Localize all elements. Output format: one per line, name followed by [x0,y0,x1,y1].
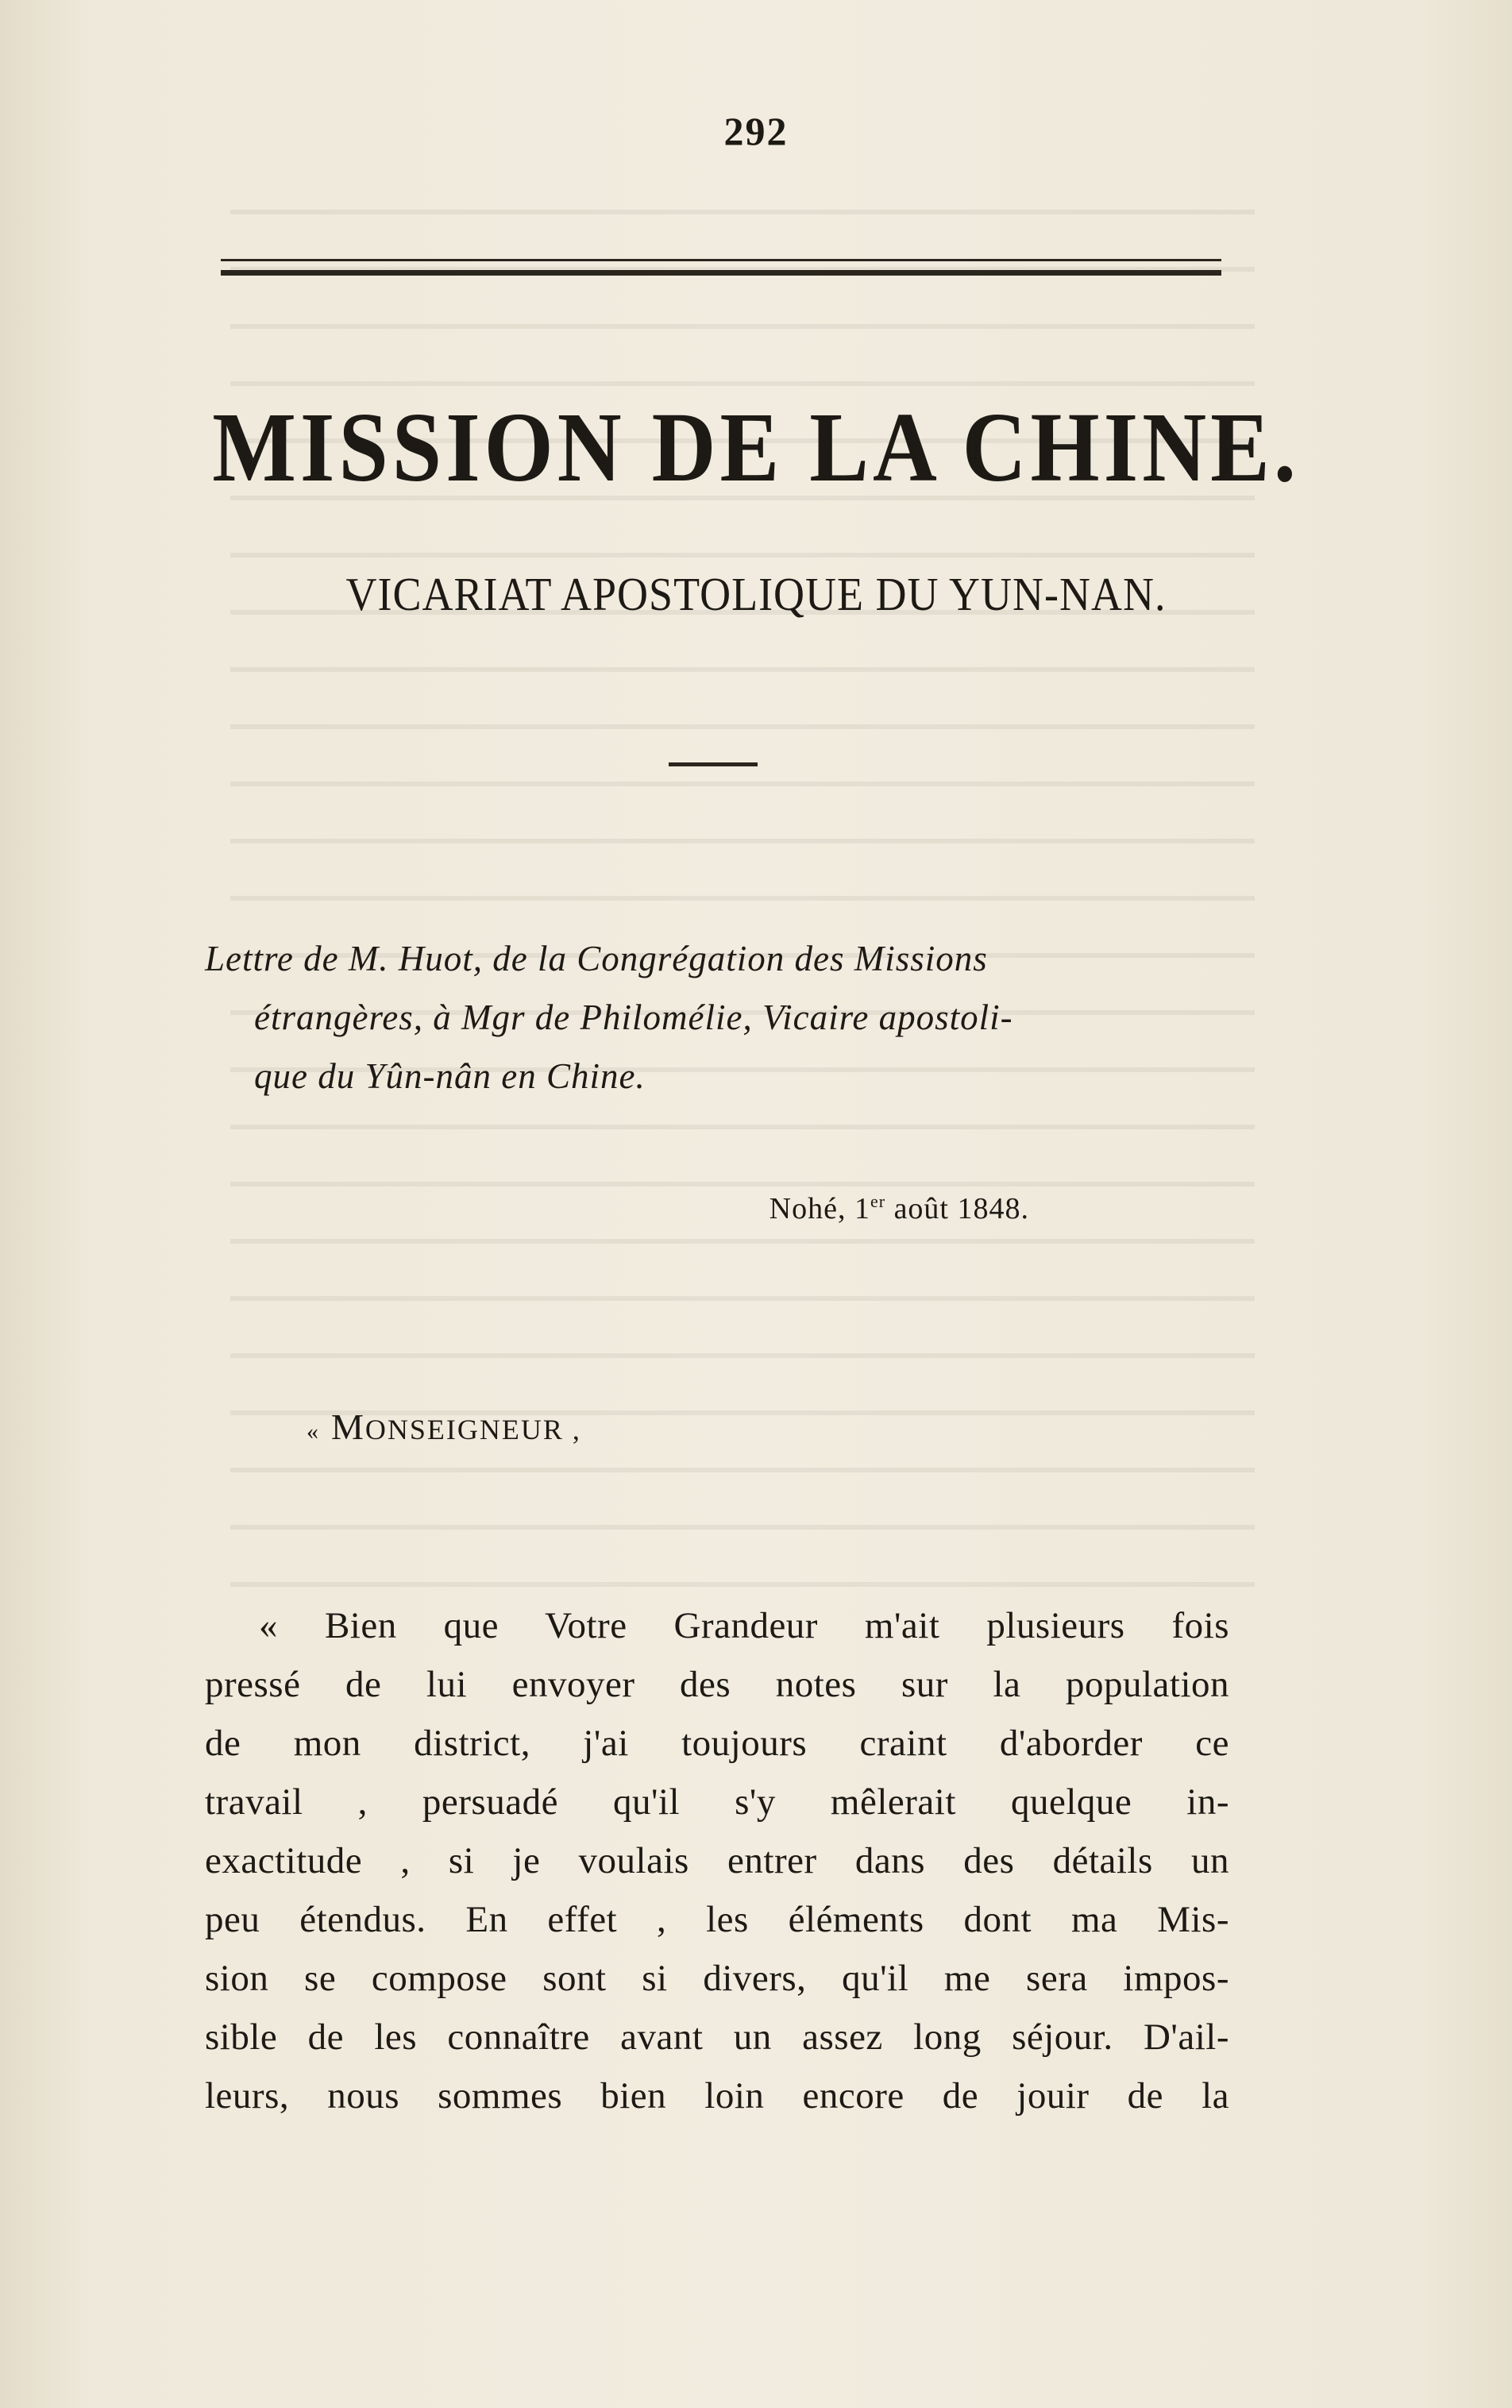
salutation-initial: M [331,1407,365,1447]
dateline-month-year: août 1848. [893,1192,1029,1225]
page-subtitle: VICARIAT APOSTOLIQUE DU YUN-NAN. [345,568,1167,621]
page-title: MISSION DE LA CHINE. [212,392,1300,504]
salutation-rest: ONSEIGNEUR , [364,1414,581,1445]
body-line: de mon district, j'ai toujours craint d'aborder ce [205,1723,1229,1764]
salutation [307,1406,581,1448]
letter-heading-line: Lettre de M. Huot, de la Congrégation des Missions [205,939,988,978]
body-line: peu étendus. En effet , les éléments dont ma Mis- [205,1899,1229,1940]
dateline [770,1191,1029,1226]
body-text [205,1596,1229,2125]
dateline-day: 1 [854,1192,870,1225]
body-line: « Bien que Votre Grandeur m'ait plusieurs fois [259,1605,1229,1646]
salutation-quote: « [307,1418,320,1445]
header-rule-thin [221,259,1221,261]
section-divider [669,762,758,766]
letter-heading [205,929,1229,1106]
body-line: exactitude , si je voulais entrer dans des détails un [205,1840,1229,1881]
body-line: sible de les connaître avant un assez long séjour. D'ail- [205,2016,1229,2058]
letter-heading-line: étrangères, à Mgr de Philomélie, Vicaire apostoli- [254,998,1013,1037]
header-rule-thick [221,270,1221,276]
body-line: pressé de lui envoyer des notes sur la population [205,1664,1229,1705]
body-line: sion se compose sont si divers, qu'il me sera impos- [205,1958,1229,1999]
page-number: 292 [723,109,789,153]
dateline-place: Nohé, [769,1192,847,1225]
body-line: travail , persuadé qu'il s'y mêlerait quelque in- [205,1781,1229,1823]
dateline-day-suffix: er [870,1191,886,1211]
body-line: leurs, nous sommes bien loin encore de jouir de la [205,2075,1229,2117]
letter-heading-line: que du Yûn-nân en Chine. [254,1056,646,1096]
